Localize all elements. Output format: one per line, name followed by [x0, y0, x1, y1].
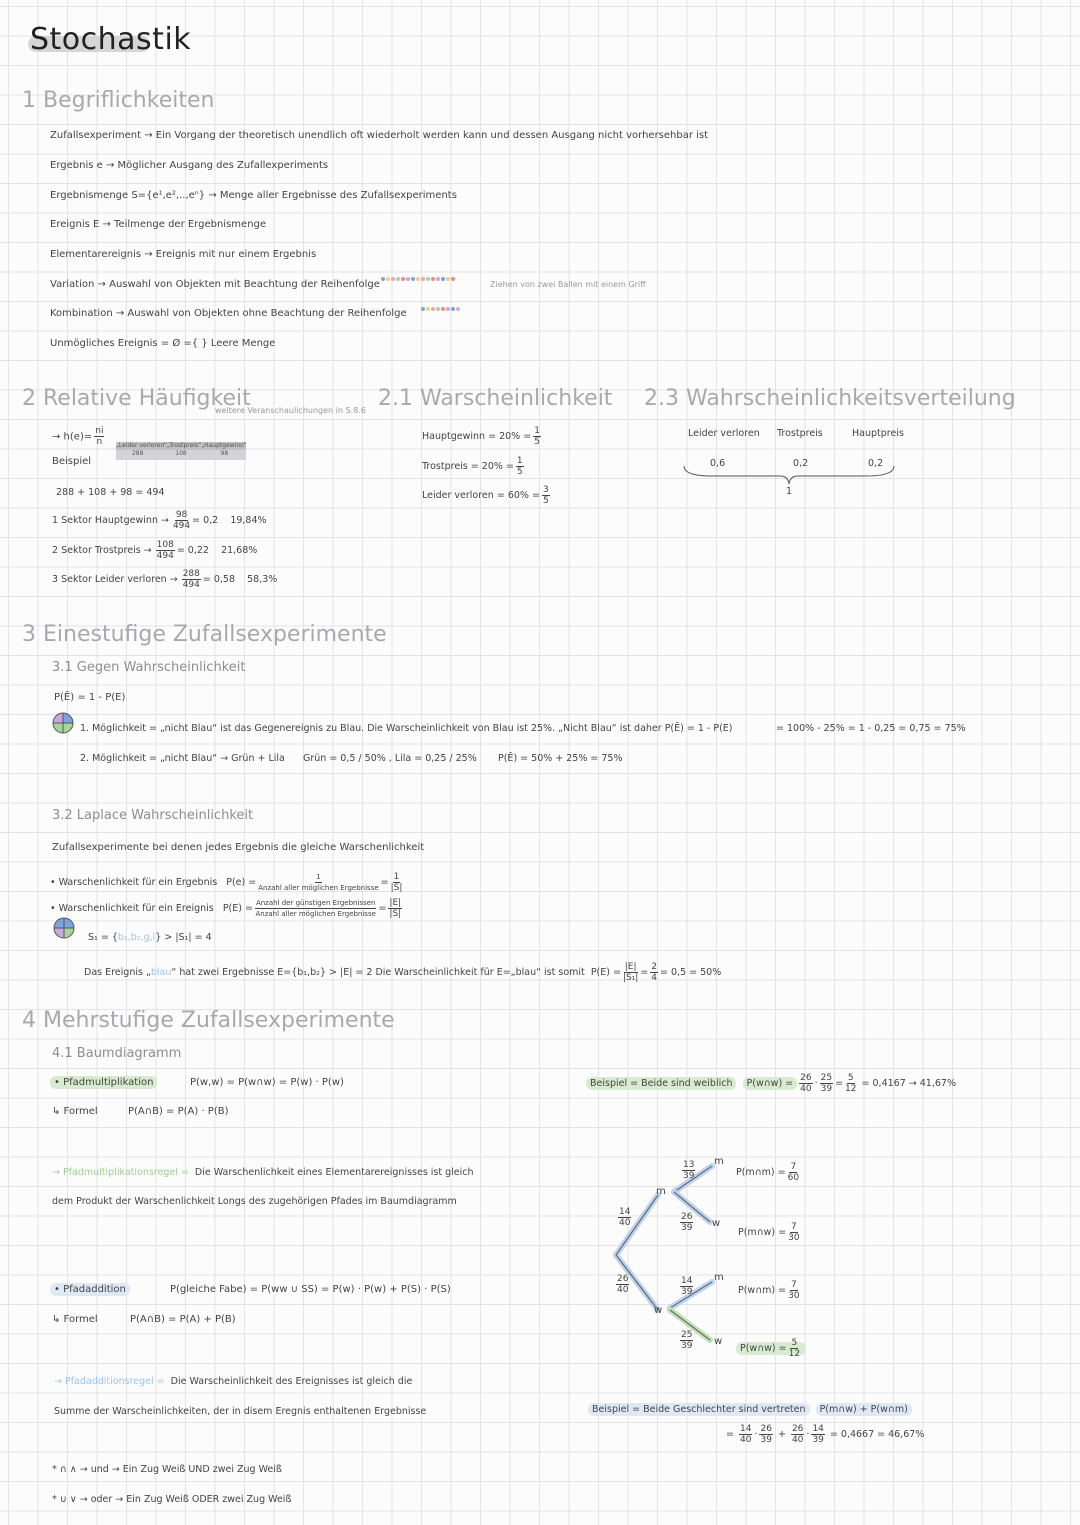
s3-laplace-3: • Warschenlichkeit für ein Ereignis P(E) = $\frac{\text{Anzahl der günstigen Ergebnissen}}{\text{Anzahl aller möglichen Ergebnisse}}$ = $\frac{|E|}{|S|}$	[50, 898, 402, 919]
section-1-heading: 1 Begriflichkeiten	[22, 88, 215, 113]
section-3-1-heading: 3.1 Gegen Wahrscheinlichkeit	[52, 660, 246, 675]
s2-row-3: 3 Sektor Leider verloren → $\frac{288}{494}$ = 0,58 58,3%	[52, 569, 278, 590]
s1-line-3: Ergebnismenge S={e¹,e²,..,eⁿ} → Menge aller Ergebnisse des Zufallsexperiments	[50, 190, 457, 201]
s3-gegen-formula: P(Ē) = 1 - P(E)	[54, 692, 126, 703]
s4-pa-formula: P(gleiche Fabe) = P(ww ∪ SS) = P(w) · P(w) + P(S) · P(S)	[170, 1284, 451, 1295]
s4-pmr: → Pfadmultiplikationsregel = Die Warschenlichkeit eines Elementarereignisses ist gleich	[52, 1167, 474, 1178]
section-4-heading: 4 Mehrstufige Zufallsexperimente	[22, 1008, 395, 1033]
tree-mw-leaf: w	[712, 1218, 721, 1229]
s4-pa-formel: ↳ Formel	[52, 1314, 98, 1325]
variation-dots-icon	[380, 266, 432, 285]
s1-line-1: Zufallsexperiment → Ein Vorgang der theoretisch unendlich oft wiederholt werden kann und dessen Ausgang nicht vorhersehbar ist	[50, 130, 709, 141]
s1-line-5: Elementarereignis → Ereignis mit nur einem Ergebnis	[50, 249, 317, 260]
s2-note: weitere Veranschaulichungen in S.8.6	[215, 406, 366, 415]
s23-col-3: Hauptpreis	[852, 428, 904, 439]
s4-note-1: * ∩ ∧ → und → Ein Zug Weiß UND zwei Zug Weiß	[52, 1464, 282, 1475]
s3-line-1b: = 100% - 25% = 1 - 0,25 = 0,75 = 75%	[776, 723, 966, 734]
s4-pa-formel-2: P(A∩B) = P(A) + P(B)	[130, 1314, 236, 1325]
page-title: Stochastik	[30, 22, 192, 57]
s21-row-3: Leider verloren = 60% = $\frac{3}{5}$	[422, 485, 549, 506]
s3-laplace-1: Zufallsexperimente bei denen jedes Ergebnis die gleiche Warschenlichkeit	[52, 842, 425, 853]
s4-note-2: * ∪ ∨ → oder → Ein Zug Weiß ODER zwei Zug Weiß	[52, 1494, 292, 1505]
tree-mw-prob: P(m∩w) = $\frac{7}{30}$	[738, 1222, 800, 1243]
tree-ww-fraction: $\frac{25}{39}$	[681, 1330, 693, 1351]
s1-line-2: Ergebnis e → Möglicher Ausgang des Zufallexperiments	[50, 160, 329, 171]
s23-col-2: Trostpreis	[777, 428, 823, 439]
s3-line-1: 1. Möglichkeit = „nicht Blau“ ist das Gegenereignis zu Blau. Die Warscheinlichkeit von Blau ist 25%. „Nicht Blau“ ist daher P(Ē) = 1 - P(E)	[80, 723, 733, 734]
s4-pmr-2: dem Produkt der Warschenlichkeit Longs des zugehörigen Pfades im Baumdiagramm	[52, 1196, 457, 1207]
tree-node-m: m	[656, 1186, 666, 1197]
s1-line-4: Ereignis E → Teilmenge der Ergebnismenge	[50, 219, 267, 230]
tree-mm-prob: P(m∩m) = $\frac{7}{60}$	[736, 1162, 800, 1183]
s23-sum: 1	[786, 486, 793, 497]
tree-ww-prob: P(w∩w) = $\frac{5}{12}$	[736, 1338, 806, 1359]
tree-wm-fraction: $\frac{14}{39}$	[681, 1276, 693, 1297]
section-3-2-heading: 3.2 Laplace Wahrscheinlichkeit	[52, 808, 254, 823]
tree-ww-leaf: w	[714, 1336, 723, 1347]
tree-mm-leaf: m	[714, 1156, 724, 1167]
s4-pa-label: • Pfadaddition	[50, 1284, 130, 1295]
color-wheel-icon-2	[52, 916, 76, 940]
tree-root-w-fraction: $\frac{26}{40}$	[617, 1274, 629, 1295]
s4-pm-formel: ↳ Formel	[52, 1106, 98, 1117]
s2-example-label: Beispiel	[52, 456, 92, 467]
s4-pm-example: Beispiel = Beide sind weiblich P(w∩w) = $\frac{26}{40}$ · $\frac{25}{39}$ = $\frac{5}{12}$ = 0,4167 → 41,67%	[586, 1073, 956, 1094]
s23-val-1: 0,6	[710, 458, 726, 469]
s23-val-3: 0,2	[868, 458, 884, 469]
tree-wm-prob: P(w∩m) = $\frac{7}{30}$	[738, 1280, 800, 1301]
section-4-1-heading: 4.1 Baumdiagramm	[52, 1046, 182, 1061]
s3-line-2b: Grün = 0,5 / 50% , Lila = 0,25 / 25%	[303, 753, 477, 764]
s2-row-2: 2 Sektor Trostpreis → $\frac{108}{494}$ = 0,22 21,68%	[52, 540, 258, 561]
s3-sample-space: S₁ = {b₁,b₂,g,l} > |S₁| = 4	[88, 932, 212, 943]
tree-mm-fraction: $\frac{13}{39}$	[683, 1160, 695, 1181]
section-3-heading: 3 Einestufige Zufallsexperimente	[22, 622, 387, 647]
s3-ereignis: Das Ereignis „blau“ hat zwei Ergebnisse E={b₁,b₂} > |E| = 2 Die Warscheinlichkeit für E=„blau“ ist somit P(E) = $\frac{|E|}{\text{|S₁|}}$ = $\frac{2}{4}$ = 0,5 = 50%	[84, 962, 722, 983]
tree-node-w: w	[654, 1305, 663, 1316]
s3-line-2: 2. Möglichkeit = „nicht Blau“ → Grün + Lila	[80, 753, 285, 764]
s23-val-2: 0,2	[793, 458, 809, 469]
section-2-3-heading: 2.3 Wahrscheinlichkeitsverteilung	[644, 386, 1016, 411]
s1-line-6: Variation → Auswahl von Objekten mit Beachtung der Reihenfolge	[50, 279, 380, 290]
s2-row-1: 1 Sektor Hauptgewinn → $\frac{98}{494}$ = 0,2 19,84%	[52, 510, 267, 531]
s2-formula: → h(e)= $\frac{ni}{n}$	[52, 426, 104, 447]
s4-pm-formula: P(w,w) = P(w∩w) = P(w) · P(w)	[190, 1077, 344, 1088]
s21-row-2: Trostpreis = 20% = $\frac{1}{5}$	[422, 456, 523, 477]
s4-pa-example-calc: = $\frac{14}{40}$ · $\frac{26}{39}$ + $\frac{26}{40}$ · $\frac{14}{39}$ = 0,4667 = 46,67%	[726, 1424, 925, 1445]
combination-dots-icon	[420, 296, 464, 315]
s2-sum: 288 + 108 + 98 = 494	[56, 487, 165, 498]
s3-laplace-2: • Warschenlichkeit für ein Ergebnis P(e) = $\frac{1}{\text{Anzahl aller möglichen Ergebnisse}}$ = $\frac{1}{|S|}$	[50, 872, 403, 893]
s1-line-7: Kombination → Auswahl von Objekten ohne Beachtung der Reihenfolge	[50, 308, 407, 319]
s4-pa-example: Beispiel = Beide Geschlechter sind vertreten P(m∩w) + P(w∩m)	[588, 1404, 912, 1415]
s23-brace	[682, 464, 896, 486]
section-2-1-heading: 2.1 Warscheinlichkeit	[378, 386, 613, 411]
section-2-heading: 2 Relative Häufigkeit	[22, 386, 251, 411]
s4-pm-label: • Pfadmultiplikation	[50, 1077, 157, 1088]
s1-line-8: Unmögliches Ereignis = Ø ={ } Leere Menge	[50, 338, 276, 349]
s1-side-note: Ziehen von zwei Ballen mit einem Griff	[490, 280, 646, 289]
tree-root-m-fraction: $\frac{14}{40}$	[619, 1207, 631, 1228]
s23-col-1: Leider verloren	[688, 428, 760, 439]
s3-line-2c: P(Ē) = 50% + 25% = 75%	[498, 753, 623, 764]
s4-par-2: Summe der Warscheinlichkeiten, der in disem Eregnis enthaltenen Ergebnisse	[54, 1406, 427, 1417]
tree-wm-leaf: m	[714, 1272, 724, 1283]
s2-example-table: „Leider verloren“ „Trostpreis“ „Hauptgewinn“ 288 108 98	[116, 442, 246, 460]
s21-row-1: Hauptgewinn = 20% = $\frac{1}{5}$	[422, 426, 540, 447]
color-wheel-icon	[52, 712, 74, 734]
s4-pm-formel-2: P(A∩B) = P(A) · P(B)	[128, 1106, 229, 1117]
s4-par: → Pfadadditionsregel = Die Warscheinlichkeit des Ereignisses ist gleich die	[54, 1376, 413, 1387]
tree-mw-fraction: $\frac{26}{39}$	[681, 1212, 693, 1233]
